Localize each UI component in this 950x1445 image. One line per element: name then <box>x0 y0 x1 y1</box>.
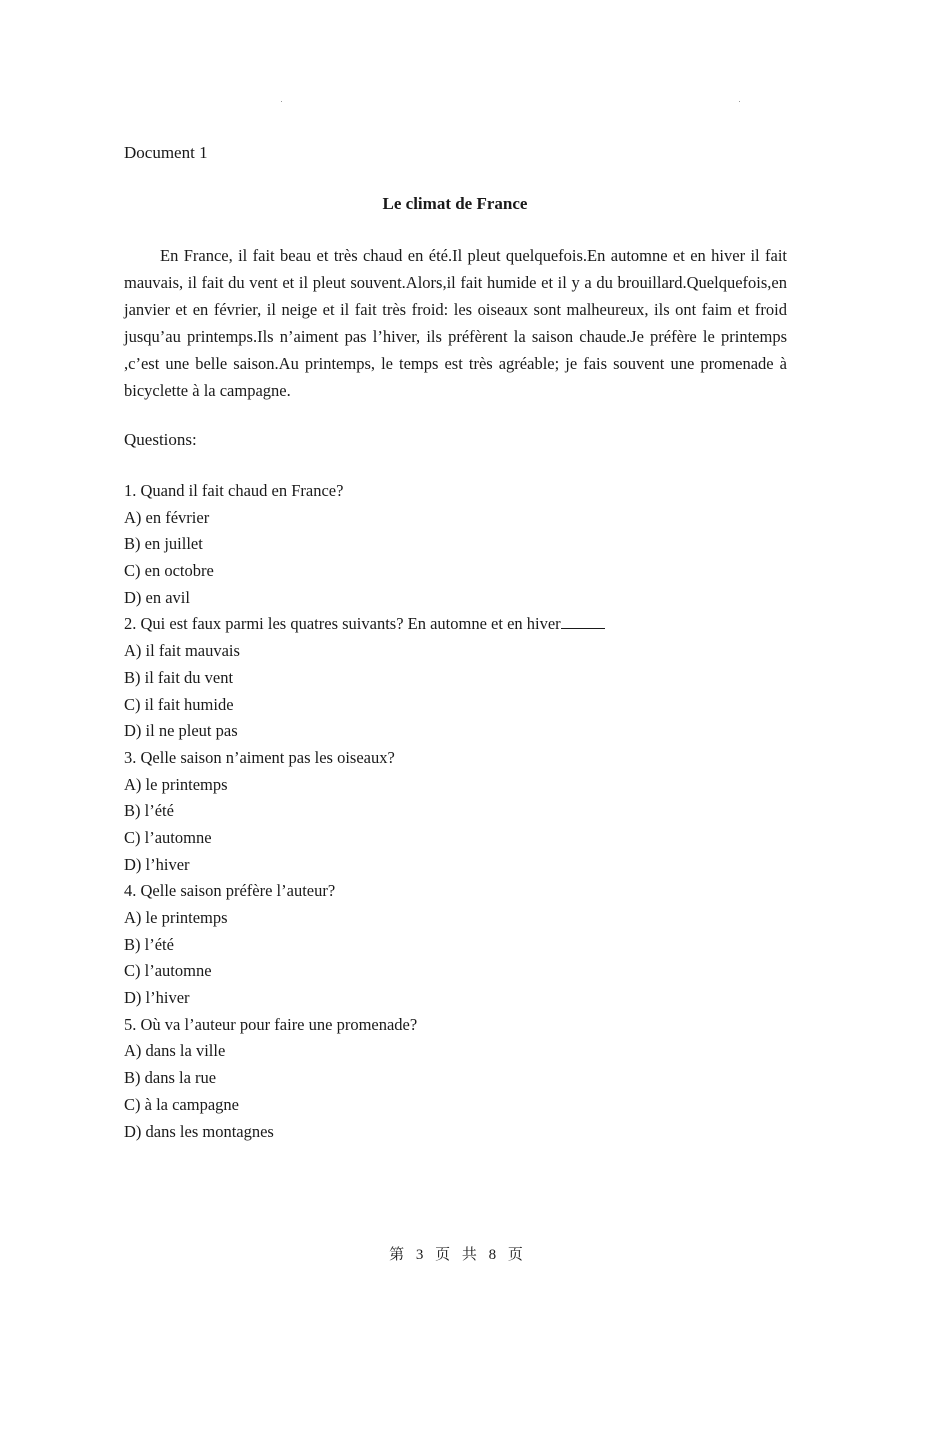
question-1-option-b: B) en juillet <box>124 534 203 554</box>
question-3: 3. Qelle saison n’aiment pas les oiseaux? <box>124 747 395 767</box>
question-5: 5. Où va l’auteur pour faire une promenade? <box>124 1014 418 1034</box>
questions-heading: Questions: <box>124 430 197 449</box>
question-5-option-b: B) dans la rue <box>124 1068 217 1088</box>
document-title: Le climat de France <box>382 194 528 213</box>
question-4-option-a: A) le printemps <box>124 908 228 927</box>
question-2-option-a: A) il fait mauvais <box>124 641 240 661</box>
question-3-option-b: B) l’été <box>124 801 174 821</box>
question-5-option-a: A) dans la ville <box>124 1041 226 1061</box>
question-4-option-b: B) l’été <box>124 934 174 954</box>
question-2: 2. Qui est faux parmi les quatres suivants? En automne et en hiver <box>124 614 561 634</box>
reading-passage: En France, il fait beau et très chaud en été.Il pleut quelquefois.En automne et en hiver il fait mauvais, il fait du vent et il pleut souvent.Alors,il fait humide et il y a du brouillard.Quelquefois,en janvier et en février, il neige et il fait très froid: les oiseaux sont malheureux, ils ont faim et froid jusqu’au printemps.Ils n’aiment pas l’hiver, ils préfèrent la saison chaude.Je préfère le printemps ,c’est une belle saison.Au printemps, le temps est très agréable; je fais souvent une promenade à bicyclette à la campagne. <box>124 246 787 400</box>
question-5-option-c: C) à la campagne <box>124 1094 239 1114</box>
question-4-option-c: C) l’automne <box>124 961 212 981</box>
scan-speck <box>739 101 740 102</box>
question-3-option-c: C) l’automne <box>124 827 212 847</box>
question-3-option-a: A) le printemps <box>124 774 228 794</box>
question-1-option-d: D) en avil <box>124 587 190 607</box>
question-list <box>124 478 824 1145</box>
question-5-option-d: D) dans les montagnes <box>124 1121 274 1141</box>
question-2-row <box>124 611 824 638</box>
answer-blank <box>561 612 605 629</box>
question-1-option-c: C) en octobre <box>124 561 214 581</box>
question-4: 4. Qelle saison préfère l’auteur? <box>124 881 336 901</box>
document-label: Document 1 <box>124 143 208 162</box>
question-2-option-d: D) il ne pleut pas <box>124 721 238 741</box>
question-2-option-b: B) il fait du vent <box>124 667 234 687</box>
question-1: 1. Quand il fait chaud en France? <box>124 481 344 500</box>
question-1-option-a: A) en février <box>124 507 210 527</box>
scan-speck <box>281 101 282 102</box>
question-3-option-d: D) l’hiver <box>124 854 190 874</box>
page-number-footer: 第 3 页 共 8 页 <box>389 1247 527 1263</box>
question-2-option-c: C) il fait humide <box>124 694 234 714</box>
question-4-option-d: D) l’hiver <box>124 988 190 1008</box>
